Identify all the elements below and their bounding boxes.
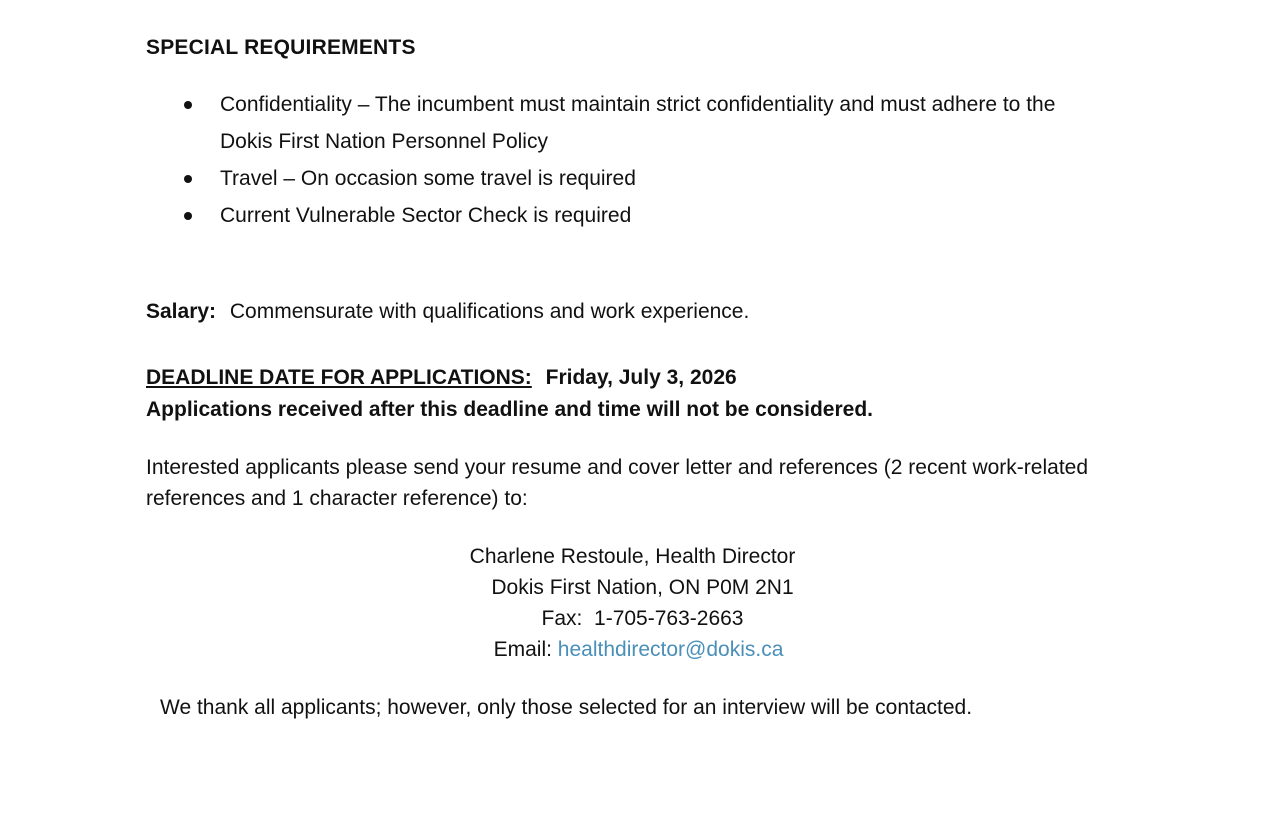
deadline-label: DEADLINE DATE FOR APPLICATIONS:	[146, 366, 532, 389]
contact-fax-line	[10, 603, 1275, 634]
email-label: Email:	[493, 638, 552, 661]
contact-name-title: Charlene Restoule, Health Director	[469, 545, 796, 568]
deadline-block	[146, 362, 873, 426]
bullet-icon	[184, 175, 192, 183]
deadline-date: Friday, July 3, 2026	[545, 366, 737, 389]
application-instructions: Interested applicants please send your resume and cover letter and references (2 recent work-related references and 1 character reference) to:	[146, 456, 1089, 510]
closing-statement: We thank all applicants; however, only those selected for an interview will be contacted.	[160, 696, 973, 719]
contact-block	[0, 541, 1275, 665]
salary-label: Salary:	[146, 300, 217, 323]
requirement-travel: Travel – On occasion some travel is required	[220, 167, 636, 190]
list-item	[180, 86, 1080, 160]
email-link[interactable]: healthdirector@dokis.ca	[557, 638, 784, 661]
salary-line	[146, 300, 749, 324]
list-item	[180, 160, 1080, 197]
special-requirements-heading: SPECIAL REQUIREMENTS	[146, 36, 416, 59]
fax-number: 1-705-763-2663	[594, 607, 744, 630]
contact-address: Dokis First Nation, ON P0M 2N1	[491, 576, 794, 599]
bullet-icon	[184, 212, 192, 220]
contact-email-line	[2, 634, 1275, 665]
salary-text: Commensurate with qualifications and work experience.	[229, 300, 750, 323]
requirement-vulnerable-sector-check: Current Vulnerable Sector Check is required	[220, 204, 632, 227]
deadline-note: Applications received after this deadline and time will not be considered.	[146, 398, 874, 421]
list-item	[180, 197, 1080, 234]
fax-label: Fax:	[541, 607, 583, 630]
bullet-icon	[184, 101, 192, 109]
special-requirements-list	[180, 86, 1080, 234]
requirement-confidentiality: Confidentiality – The incumbent must maintain strict confidentiality and must adhere to the Dokis First Nation Personnel Policy	[220, 93, 1056, 153]
